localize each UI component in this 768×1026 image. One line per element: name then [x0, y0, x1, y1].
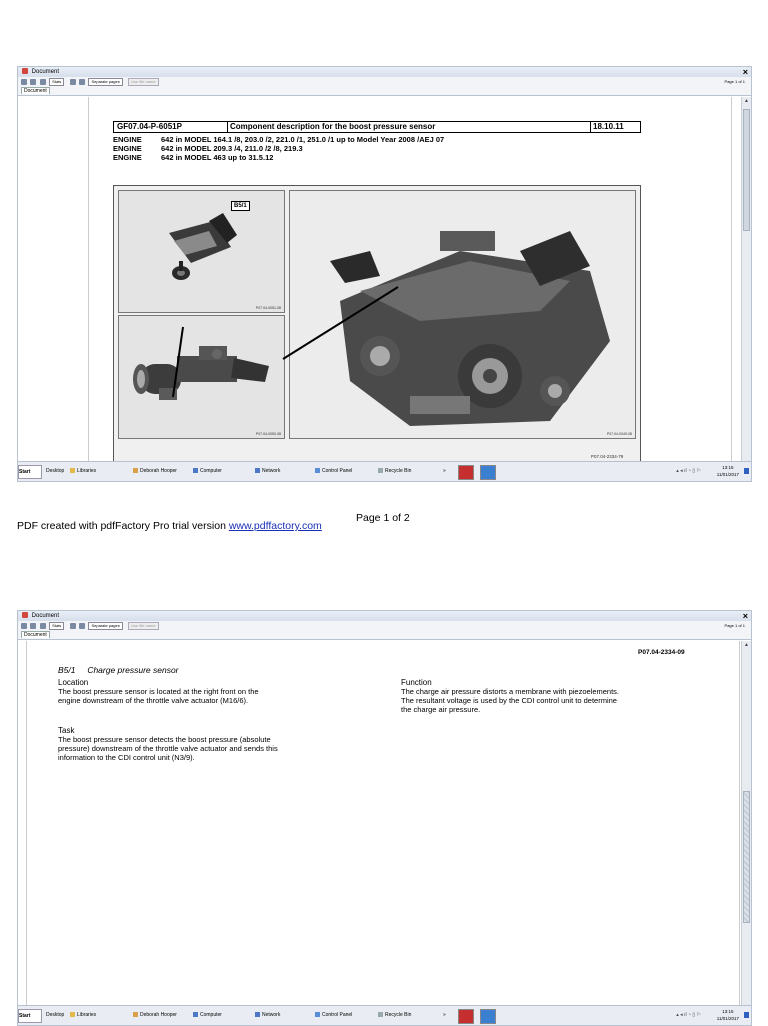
window-title: Document: [31, 613, 60, 619]
task-text: The boost pressure sensor detects the boost pressure (absolute pressure) downstream of the throttle valve actuator and sends this information to the CDI control unit (N3/9).: [58, 735, 278, 762]
engine-line: ENGINE 642 in MODEL 463 up to 31.5.12: [113, 153, 274, 162]
app-icon: [22, 612, 28, 618]
network-icon: [255, 468, 260, 473]
document-viewport: [18, 97, 751, 461]
close-icon[interactable]: ×: [742, 67, 748, 77]
print-icon[interactable]: [21, 79, 27, 85]
taskbar-item-recycle-bin[interactable]: Recycle Bin: [378, 1006, 411, 1025]
clock[interactable]: 13:15 11/01/2017: [716, 1009, 739, 1021]
toolbar: [18, 621, 751, 631]
taskbar-item-recycle-bin[interactable]: Recycle Bin: [378, 462, 411, 481]
doc-date: 18.10.11: [593, 122, 624, 131]
taskbar-item-control-panel[interactable]: Control Panel: [315, 462, 352, 481]
scroll-up-icon[interactable]: ▲: [744, 642, 749, 648]
start-button[interactable]: Start: [18, 465, 42, 479]
document-tab[interactable]: Document: [18, 87, 751, 96]
zoom-in-icon[interactable]: [30, 79, 36, 85]
app-icon: [22, 68, 28, 74]
zoom-out-icon[interactable]: [40, 623, 46, 629]
pdffactory-link[interactable]: www.pdffactory.com: [228, 520, 322, 532]
computer-icon: [193, 1012, 198, 1017]
doc-title: Component description for the boost pressure sensor: [227, 122, 591, 132]
two-page-icon[interactable]: [79, 623, 85, 629]
callout-lines: [18, 97, 751, 461]
engine-line: ENGINE 642 in MODEL 164.1 /8, 203.0 /2, 221.0 /1, 251.0 /1 up to Model Year 2008 /AEJ 07: [113, 135, 445, 144]
taskbar-item-libraries[interactable]: Libraries: [70, 1006, 96, 1025]
print-icon[interactable]: [21, 623, 27, 629]
location-heading: Location: [58, 678, 89, 687]
taskbar-item-desktop[interactable]: Desktop: [46, 468, 65, 474]
show-desktop-button[interactable]: [744, 468, 749, 474]
taskbar-item-computer[interactable]: Computer: [193, 1006, 222, 1025]
taskbar: [18, 1005, 751, 1025]
document-viewport: [18, 641, 751, 1005]
browser-app-icon[interactable]: [480, 465, 496, 480]
show-desktop-button[interactable]: [744, 1012, 749, 1018]
engine-line: ENGINE 642 in MODEL 209.3 /4, 211.0 /2 /8, 219.3: [113, 144, 303, 153]
scroll-thumb[interactable]: [743, 109, 750, 231]
window-titlebar: [18, 611, 751, 621]
taskbar-item-network[interactable]: Network: [255, 462, 280, 481]
recycle-bin-icon: [378, 1012, 383, 1017]
taskbar-item-desktop[interactable]: Desktop: [46, 1012, 65, 1018]
window-title: Document: [31, 69, 60, 75]
single-page-icon[interactable]: [70, 623, 76, 629]
taskbar-item-network[interactable]: Network: [255, 1006, 280, 1025]
pdf-app-icon[interactable]: [458, 465, 474, 480]
zoom-select[interactable]: Stats: [49, 622, 64, 630]
vertical-scrollbar[interactable]: [741, 97, 751, 461]
location-text: The boost pressure sensor is located at the right front on the engine downstream of the throttle valve actuator (M16/6).: [58, 687, 259, 705]
folder-icon: [70, 468, 75, 473]
computer-icon: [193, 468, 198, 473]
page-indicator: Page 1 of 1: [724, 79, 745, 84]
function-text: The charge air pressure distorts a membrane with piezoelements. The resultant voltage is used by the CDI control unit to determine the charge air pressure.: [401, 687, 620, 714]
vertical-scrollbar[interactable]: [741, 641, 751, 1005]
close-icon[interactable]: ×: [742, 611, 748, 621]
document-tab[interactable]: Document: [18, 631, 751, 640]
figure-code: P07.04-0050-08: [255, 432, 281, 436]
taskbar-item-control-panel[interactable]: Control Panel: [315, 1006, 352, 1025]
component-title: B5/1 Charge pressure sensor: [58, 665, 179, 675]
view-mode-select[interactable]: Separate pages: [88, 622, 122, 630]
taskbar-item-user[interactable]: Deborah Hooper: [133, 462, 177, 481]
scroll-thumb[interactable]: [743, 791, 750, 923]
zoom-out-icon[interactable]: [40, 79, 46, 85]
callout-label: B5/1: [231, 201, 250, 211]
zoom-in-icon[interactable]: [30, 623, 36, 629]
pdf-creator-footer: PDF created with pdfFactory Pro trial version www.pdffactory.com: [17, 520, 322, 532]
taskbar-item-user[interactable]: Deborah Hooper: [133, 1006, 177, 1025]
network-icon: [255, 1012, 260, 1017]
page-number: Page 1 of 2: [356, 512, 410, 524]
figure-code: P07.04-2334-79: [591, 454, 624, 459]
single-page-icon[interactable]: [70, 79, 76, 85]
folder-icon: [70, 1012, 75, 1017]
control-panel-icon: [315, 468, 320, 473]
taskbar: [18, 461, 751, 481]
figure-code: P07.04-0051-08: [255, 306, 281, 310]
use-file-name-button[interactable]: Use file name: [128, 78, 158, 86]
user-icon: [133, 468, 138, 473]
scroll-up-icon[interactable]: ▲: [744, 98, 749, 104]
use-file-name-button[interactable]: Use file name: [128, 622, 158, 630]
view-mode-select[interactable]: Separate pages: [88, 78, 122, 86]
toolbar: [18, 77, 751, 87]
taskbar-item-computer[interactable]: Computer: [193, 462, 222, 481]
two-page-icon[interactable]: [79, 79, 85, 85]
browser-app-icon[interactable]: [480, 1009, 496, 1024]
start-button[interactable]: Start: [18, 1009, 42, 1023]
function-heading: Function: [401, 678, 432, 687]
screenshot-window-2: [17, 610, 752, 1026]
zoom-select[interactable]: Stats: [49, 78, 64, 86]
system-tray-icons[interactable]: ▴ ◂ ıl ◔ ▯ ⚐: [676, 1012, 701, 1018]
task-heading: Task: [58, 726, 75, 735]
screenshot-window-1: [17, 66, 752, 482]
page-indicator: Page 1 of 1: [724, 623, 745, 628]
recycle-bin-icon: [378, 468, 383, 473]
taskbar-item-libraries[interactable]: Libraries: [70, 462, 96, 481]
taskbar-more[interactable]: »: [443, 1012, 446, 1018]
window-titlebar: [18, 67, 751, 77]
user-icon: [133, 1012, 138, 1017]
clock[interactable]: 13:15 11/01/2017: [716, 465, 739, 477]
control-panel-icon: [315, 1012, 320, 1017]
doc-id: GF07.04-P-6051P: [114, 122, 228, 132]
taskbar-more[interactable]: »: [443, 468, 446, 474]
figure-code: P07.04-2334-09: [638, 649, 685, 656]
system-tray-icons[interactable]: ▴ ◂ ıl ◔ ▯ ⚐: [676, 468, 701, 474]
pdf-app-icon[interactable]: [458, 1009, 474, 1024]
figure-code: P07.04-0049-08: [606, 432, 632, 436]
